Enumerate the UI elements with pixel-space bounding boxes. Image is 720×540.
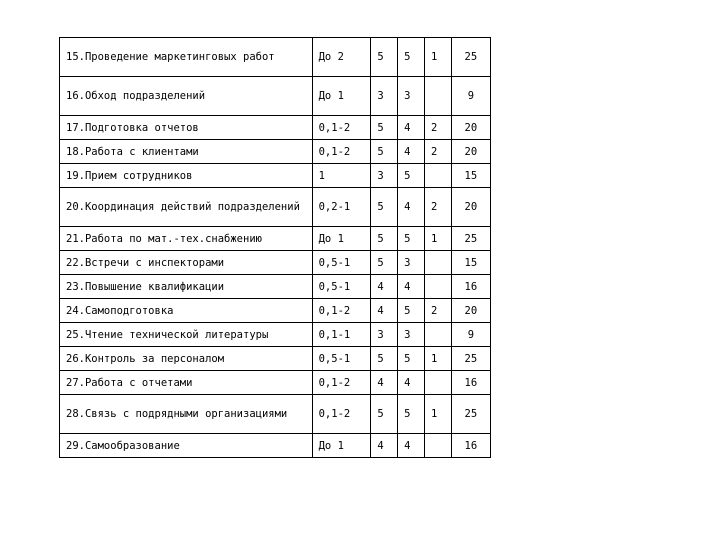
total-cell: 15: [451, 251, 490, 275]
value-b-cell: 5: [398, 227, 425, 251]
task-cell: [60, 275, 313, 299]
task-cell: [60, 188, 313, 227]
value-a-cell: 5: [371, 347, 398, 371]
task-cell: [60, 434, 313, 458]
value-c-cell: [424, 434, 451, 458]
task-text: 22.Встречи с инспекторами: [66, 256, 225, 269]
task-cell: [60, 251, 313, 275]
time-cell: 0,1-2: [312, 140, 371, 164]
activity-table: [59, 37, 491, 458]
total-cell: 25: [451, 38, 490, 77]
table-row: [60, 140, 491, 164]
value-b-cell: 5: [398, 299, 425, 323]
task-text: 17.Подготовка отчетов: [66, 121, 199, 134]
total-cell: 16: [451, 275, 490, 299]
value-b-cell: 3: [398, 323, 425, 347]
table-row: [60, 323, 491, 347]
time-cell: 0,5-1: [312, 275, 371, 299]
task-cell: [60, 395, 313, 434]
table-row: [60, 434, 491, 458]
value-b-cell: 4: [398, 140, 425, 164]
task-cell: [60, 116, 313, 140]
time-cell: 0,1-2: [312, 299, 371, 323]
task-text: 26.Контроль за персоналом: [66, 352, 225, 365]
value-a-cell: 3: [371, 77, 398, 116]
value-a-cell: 4: [371, 299, 398, 323]
time-cell: 0,1-2: [312, 116, 371, 140]
value-c-cell: [424, 77, 451, 116]
table-row: [60, 77, 491, 116]
value-b-cell: 5: [398, 164, 425, 188]
time-cell: До 1: [312, 77, 371, 116]
total-cell: 15: [451, 164, 490, 188]
task-text: 21.Работа по мат.-тех.снабжению: [66, 232, 262, 245]
value-b-cell: 5: [398, 395, 425, 434]
value-b-cell: 4: [398, 371, 425, 395]
value-c-cell: 2: [424, 116, 451, 140]
task-text: 25.Чтение технической литературы: [66, 328, 269, 341]
task-text: 29.Самообразование: [66, 439, 180, 452]
total-cell: 16: [451, 434, 490, 458]
table-row: [60, 395, 491, 434]
value-c-cell: 2: [424, 140, 451, 164]
value-a-cell: 4: [371, 275, 398, 299]
value-c-cell: 1: [424, 395, 451, 434]
table-row: [60, 38, 491, 77]
task-text: 16.Обход подразделений: [66, 90, 206, 102]
task-cell: [60, 77, 313, 116]
value-c-cell: [424, 323, 451, 347]
value-b-cell: 4: [398, 188, 425, 227]
table-row: [60, 164, 491, 188]
task-text: 23.Повышение квалификации: [66, 280, 225, 293]
task-text: 19.Прием сотрудников: [66, 169, 193, 182]
time-cell: 1: [312, 164, 371, 188]
total-cell: 20: [451, 140, 490, 164]
value-c-cell: 1: [424, 38, 451, 77]
total-cell: 25: [451, 227, 490, 251]
value-c-cell: [424, 164, 451, 188]
value-b-cell: 5: [398, 38, 425, 77]
task-text: 24.Самоподготовка: [66, 304, 174, 317]
value-a-cell: 5: [371, 38, 398, 77]
task-text: 27.Работа с отчетами: [66, 376, 193, 389]
task-cell: [60, 164, 313, 188]
time-cell: До 1: [312, 227, 371, 251]
task-cell: [60, 227, 313, 251]
task-text: 15.Проведение маркетинговых работ: [66, 51, 275, 63]
task-cell: [60, 323, 313, 347]
value-a-cell: 5: [371, 140, 398, 164]
value-c-cell: 2: [424, 299, 451, 323]
task-text: 28.Связь с подрядными организациями: [66, 408, 288, 420]
total-cell: 16: [451, 371, 490, 395]
task-cell: [60, 38, 313, 77]
table-row: [60, 347, 491, 371]
table-row: [60, 188, 491, 227]
value-a-cell: 3: [371, 323, 398, 347]
value-b-cell: 4: [398, 116, 425, 140]
table-row: [60, 371, 491, 395]
table-row: [60, 299, 491, 323]
task-cell: [60, 140, 313, 164]
time-cell: 0,1-2: [312, 371, 371, 395]
value-c-cell: 1: [424, 227, 451, 251]
total-cell: 9: [451, 77, 490, 116]
value-c-cell: [424, 371, 451, 395]
value-b-cell: 4: [398, 275, 425, 299]
value-a-cell: 5: [371, 251, 398, 275]
task-text: 20.Координация действий подразделений: [66, 201, 300, 213]
time-cell: До 2: [312, 38, 371, 77]
task-cell: [60, 347, 313, 371]
value-b-cell: 3: [398, 77, 425, 116]
value-a-cell: 4: [371, 434, 398, 458]
value-b-cell: 4: [398, 434, 425, 458]
value-c-cell: [424, 251, 451, 275]
value-c-cell: [424, 275, 451, 299]
value-c-cell: 2: [424, 188, 451, 227]
total-cell: 25: [451, 347, 490, 371]
total-cell: 25: [451, 395, 490, 434]
value-a-cell: 4: [371, 371, 398, 395]
value-a-cell: 5: [371, 227, 398, 251]
task-cell: [60, 371, 313, 395]
value-a-cell: 5: [371, 188, 398, 227]
time-cell: 0,5-1: [312, 347, 371, 371]
table-row: [60, 116, 491, 140]
total-cell: 20: [451, 299, 490, 323]
total-cell: 20: [451, 188, 490, 227]
time-cell: 0,1-2: [312, 395, 371, 434]
value-a-cell: 3: [371, 164, 398, 188]
time-cell: 0,2-1: [312, 188, 371, 227]
table-row: [60, 275, 491, 299]
value-b-cell: 5: [398, 347, 425, 371]
value-a-cell: 5: [371, 116, 398, 140]
total-cell: 9: [451, 323, 490, 347]
time-cell: 0,5-1: [312, 251, 371, 275]
task-cell: [60, 299, 313, 323]
table-row: [60, 227, 491, 251]
task-text: 18.Работа с клиентами: [66, 145, 199, 158]
value-a-cell: 5: [371, 395, 398, 434]
total-cell: 20: [451, 116, 490, 140]
time-cell: 0,1-1: [312, 323, 371, 347]
table-row: [60, 251, 491, 275]
value-c-cell: 1: [424, 347, 451, 371]
value-b-cell: 3: [398, 251, 425, 275]
time-cell: До 1: [312, 434, 371, 458]
